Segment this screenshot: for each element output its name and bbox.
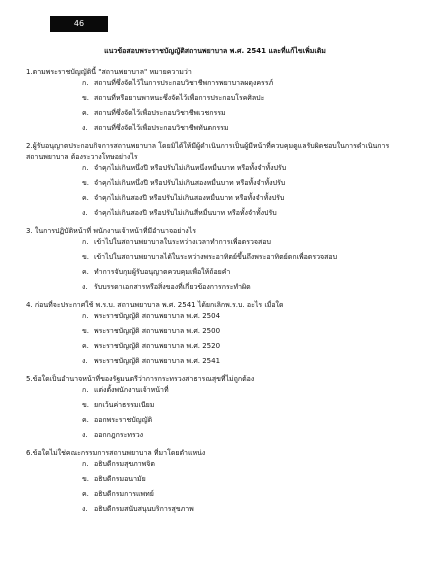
option-5c [26, 415, 406, 430]
option-2b [26, 178, 406, 193]
option-text: จำคุกไม่เกินสองปี หรือปรับไม่เกินสองหมื่นบาท หรือทั้งจำทั้งปรับ [94, 194, 285, 202]
option-letter: ข. [82, 253, 90, 261]
option-6a [26, 459, 406, 474]
option-2a [26, 163, 406, 178]
option-3b [26, 252, 406, 267]
option-text: พระราชบัญญัติ สถานพยาบาล พ.ศ. 2520 [94, 342, 221, 350]
option-text: อธิบดีกรมอนามัย [94, 475, 146, 483]
option-letter: ง. [82, 505, 88, 513]
question-1: 1.ตามพระราชบัญญัตินี้ "สถานพยาบาล" หมายความว่า [26, 68, 192, 76]
question-3: 3. ในการปฏิบัติหน้าที่ พนักงานเจ้าหน้าที่มีอำนาจอย่างไร [26, 227, 196, 235]
option-text: รับบรรดาเอกสารหรือสิ่งของที่เกี่ยวข้องการกระทำผิด [94, 283, 251, 291]
option-text: เข้าไปในสถานพยาบาลในระหว่างเวลาทำการเพื่อตรวจสอบ [94, 238, 271, 246]
option-letter: ก. [82, 386, 89, 394]
option-6c [26, 489, 406, 504]
option-text: พระราชบัญญัติ สถานพยาบาล พ.ศ. 2504 [94, 312, 221, 320]
option-letter: ง. [82, 357, 88, 365]
question-5: 5.ข้อใดเป็นอำนาจหน้าที่ของรัฐมนตรีว่าการกระทรวงสาธารณสุขที่ไม่ถูกต้อง [26, 375, 255, 383]
option-letter: ก. [82, 238, 89, 246]
option-text: สถานที่หรือยานพาหนะซึ่งจัดไว้เพื่อการประกอบโรคศิลปะ [94, 94, 265, 102]
option-letter: ง. [82, 283, 88, 291]
option-3a [26, 237, 406, 252]
option-text: ทำการจับกุมผู้รับอนุญาตควบคุมเพื่อให้ถ้อยคำ [94, 268, 231, 276]
option-letter: ค. [82, 194, 89, 202]
option-5b [26, 400, 406, 415]
option-letter: ก. [82, 312, 89, 320]
option-letter: ค. [82, 268, 89, 276]
option-letter: ก. [82, 460, 89, 468]
option-text: อธิบดีกรมการแพทย์ [94, 490, 154, 498]
question-list [26, 64, 406, 519]
option-text: เข้าไปในสถานพยาบาลได้ในระหว่างพระอาทิตย์ขึ้นถึงพระอาทิตย์ตกเพื่อตรวจสอบ [94, 253, 338, 261]
option-text: สถานที่ซึ่งจัดไว้ในการประกอบวิชาชีพการพยาบาลผดุงครรภ์ [94, 79, 274, 87]
option-letter: ข. [82, 401, 90, 409]
option-4b [26, 326, 406, 341]
option-1a [26, 78, 406, 93]
option-5d [26, 430, 406, 445]
option-4c [26, 341, 406, 356]
option-text: จำคุกไม่เกินสองปี หรือปรับไม่เกินสี่หมื่นบาท หรือทั้งจำทั้งปรับ [94, 209, 277, 217]
option-3d [26, 282, 406, 297]
option-6b [26, 474, 406, 489]
option-6d [26, 504, 406, 519]
option-letter: ง. [82, 124, 88, 132]
option-2c [26, 193, 406, 208]
question-4: 4. ก่อนที่จะประกาศใช้ พ.ร.บ. สถานพยาบาล พ.ศ. 2541 ได้ยกเลิกพ.ร.บ. อะไร เมื่อใด [26, 301, 284, 309]
option-text: ยกเว้นค่าธรรมเนียม [94, 401, 155, 409]
option-text: ออกกฎกระทรวง [94, 431, 144, 439]
option-letter: ข. [82, 327, 90, 335]
option-letter: ค. [82, 416, 89, 424]
option-text: พระราชบัญญัติ สถานพยาบาล พ.ศ. 2500 [94, 327, 221, 335]
page-number-badge: 46 [50, 16, 108, 32]
option-text: อธิบดีกรมสนับสนุนบริการสุขภาพ [94, 505, 194, 513]
option-letter: ก. [82, 79, 89, 87]
option-letter: ข. [82, 94, 90, 102]
option-2d [26, 208, 406, 223]
option-letter: ค. [82, 342, 89, 350]
question-2: 2.ผู้รับอนุญาตประกอบกิจการสถานพยาบาล โดยมิได้ให้มีผู้ดำเนินการเป็นผู้มีหน้าที่ควบคุมดูแลรับผิดชอบในการดำเนินการสถานพยาบาล ต้องระวางโทษอย่างไร [26, 142, 390, 161]
option-text: แต่งตั้งพนักงานเจ้าหน้าที่ [94, 386, 169, 394]
option-4a [26, 311, 406, 326]
document-title: แนวข้อสอบพระราชบัญญัติสถานพยาบาล พ.ศ. 2541 และที่แก้ไขเพิ่มเติม [104, 47, 326, 55]
option-1c [26, 108, 406, 123]
question-6: 6.ข้อใดไม่ใช่คณะกรรมการสถานพยาบาล ที่มาโดยตำแหน่ง [26, 449, 206, 457]
option-1d [26, 123, 406, 138]
option-letter: ข. [82, 475, 90, 483]
option-letter: ง. [82, 431, 88, 439]
option-text: สถานที่ซึ่งจัดไว้เพื่อประกอบวิชาชีพทันตกรรม [94, 124, 229, 132]
option-text: พระราชบัญญัติ สถานพยาบาล พ.ศ. 2541 [94, 357, 221, 365]
option-4d [26, 356, 406, 371]
option-5a [26, 385, 406, 400]
option-letter: ข. [82, 179, 90, 187]
option-letter: ง. [82, 209, 88, 217]
option-letter: ค. [82, 490, 89, 498]
option-text: จำคุกไม่เกินหนึ่งปี หรือปรับไม่เกินสองหมื่นบาท หรือทั้งจำทั้งปรับ [94, 179, 286, 187]
option-text: จำคุกไม่เกินหนึ่งปี หรือปรับไม่เกินหนึ่งหมื่นบาท หรือทั้งจำทั้งปรับ [94, 164, 287, 172]
option-1b [26, 93, 406, 108]
option-letter: ก. [82, 164, 89, 172]
option-text: สถานที่ซึ่งจัดไว้เพื่อประกอบวิชาชีพเวชกรรม [94, 109, 226, 117]
option-letter: ค. [82, 109, 89, 117]
option-3c [26, 267, 406, 282]
option-text: ออกพระราชบัญญัติ [94, 416, 153, 424]
option-text: อธิบดีกรมสุขภาพจิต [94, 460, 155, 468]
